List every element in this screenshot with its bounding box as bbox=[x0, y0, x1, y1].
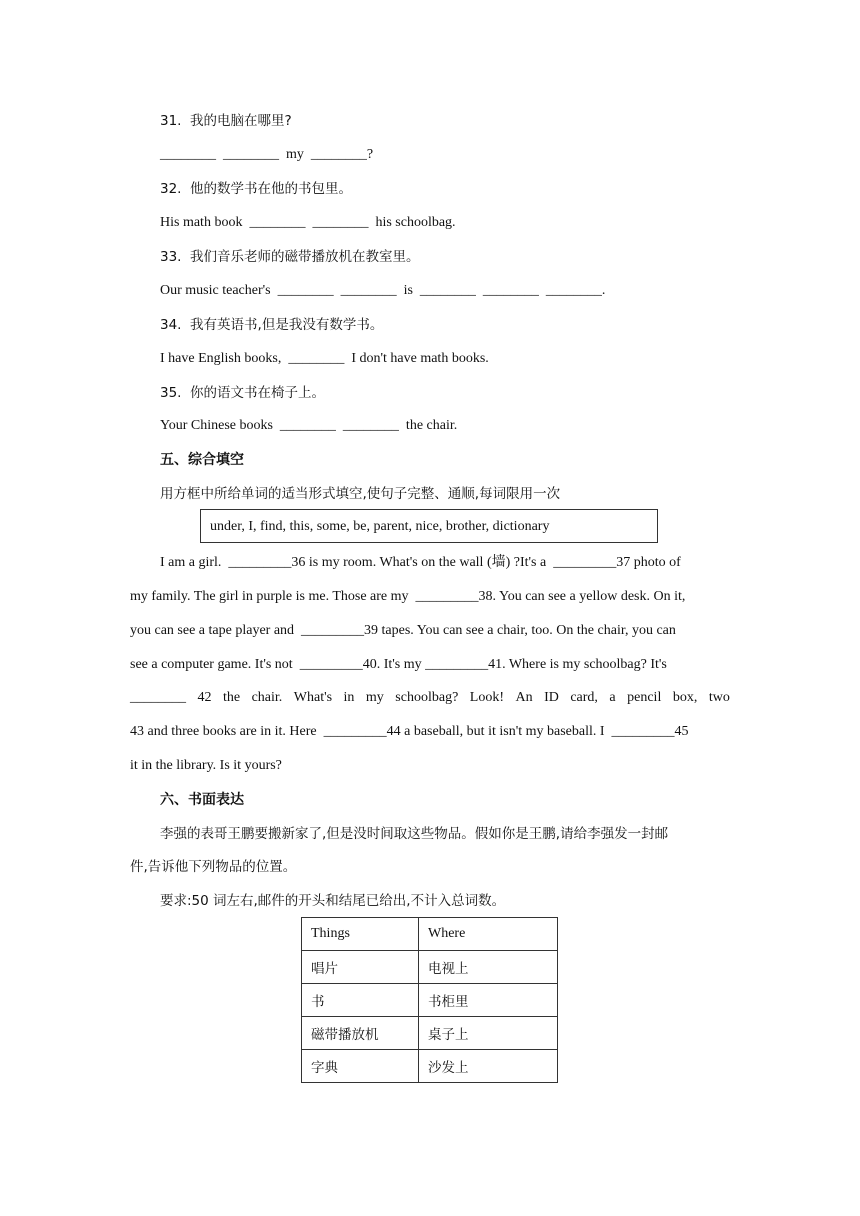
question-34-prompt: 34. 我有英语书,但是我没有数学书。 bbox=[160, 317, 384, 333]
passage-word: Look! bbox=[469, 690, 504, 705]
passage-word: box, bbox=[672, 690, 698, 705]
passage-line-7: it in the library. Is it yours? bbox=[130, 758, 282, 773]
passage-word: the bbox=[222, 690, 241, 705]
table-cell-thing: 唱片 bbox=[302, 951, 419, 984]
passage-word: in bbox=[343, 690, 355, 705]
question-31-prompt: 31. 我的电脑在哪里? bbox=[160, 113, 292, 129]
passage-word: a bbox=[609, 690, 616, 705]
table-cell-thing: 字典 bbox=[302, 1050, 419, 1083]
section-6-paragraph-1: 李强的表哥王鹏要搬新家了,但是没时间取这些物品。假如你是王鹏,请给李强发一封邮 bbox=[160, 826, 669, 842]
section-5-heading: 五、综合填空 bbox=[160, 452, 244, 468]
table-row bbox=[302, 1050, 558, 1083]
table-header-row bbox=[302, 918, 558, 951]
question-32-answer-line: His math book ________ ________ his schoolbag. bbox=[160, 215, 456, 230]
passage-word: card, bbox=[570, 690, 598, 705]
table-cell-where: 书柜里 bbox=[419, 984, 558, 1017]
question-33-answer-line: Our music teacher's ________ ________ is ________ ________ ________. bbox=[160, 283, 606, 298]
things-location-table bbox=[301, 917, 558, 1083]
section-6-paragraph-2: 件,告诉他下列物品的位置。 bbox=[130, 859, 297, 875]
table-cell-where: 沙发上 bbox=[419, 1050, 558, 1083]
passage-line-6: 43 and three books are in it. Here _________44 a baseball, but it isn't my baseball. I _________45 bbox=[130, 724, 689, 739]
passage-word: two bbox=[708, 690, 730, 705]
question-35-prompt: 35. 你的语文书在椅子上。 bbox=[160, 385, 326, 401]
passage-word: chair. bbox=[251, 690, 283, 705]
question-35-answer-line: Your Chinese books ________ ________ the chair. bbox=[160, 418, 458, 433]
table-row bbox=[302, 1017, 558, 1050]
word-bank-text: under, I, find, this, some, be, parent, nice, brother, dictionary bbox=[210, 519, 550, 534]
table-cell-where: 电视上 bbox=[419, 951, 558, 984]
passage-word: ________ bbox=[130, 690, 186, 705]
section-6-heading: 六、书面表达 bbox=[160, 792, 244, 808]
passage-line-4: see a computer game. It's not _________40. It's my _________41. Where is my schoolbag? It's bbox=[130, 657, 667, 672]
passage-word: ID bbox=[544, 690, 559, 705]
passage-word: 42 bbox=[197, 690, 212, 705]
passage-word: my bbox=[365, 690, 384, 705]
word-bank-box bbox=[200, 509, 658, 543]
table-cell-where: 桌子上 bbox=[419, 1017, 558, 1050]
table-header-where: Where bbox=[419, 918, 558, 951]
passage-word: schoolbag? bbox=[395, 690, 459, 705]
section-5-instruction: 用方框中所给单词的适当形式填空,使句子完整、通顺,每词限用一次 bbox=[160, 486, 561, 502]
question-33-prompt: 33. 我们音乐老师的磁带播放机在教室里。 bbox=[160, 249, 420, 265]
section-6-requirement: 要求:50 词左右,邮件的开头和结尾已给出,不计入总词数。 bbox=[160, 893, 506, 909]
passage-word: pencil bbox=[627, 690, 662, 705]
passage-word: What's bbox=[293, 690, 333, 705]
passage-line-1: I am a girl. _________36 is my room. What's on the wall (墙) ?It's a _________37 photo of bbox=[160, 555, 681, 570]
passage-line-2: my family. The girl in purple is me. Those are my _________38. You can see a yellow desk. On it, bbox=[130, 589, 686, 604]
table-cell-thing: 书 bbox=[302, 984, 419, 1017]
passage-word: An bbox=[515, 690, 533, 705]
table-row bbox=[302, 984, 558, 1017]
question-32-prompt: 32. 他的数学书在他的书包里。 bbox=[160, 181, 353, 197]
table-row bbox=[302, 951, 558, 984]
table-header-things: Things bbox=[302, 918, 419, 951]
question-31-answer-line: ________ ________ my ________? bbox=[160, 147, 374, 162]
passage-line-3: you can see a tape player and _________39 tapes. You can see a chair, too. On the chair, you can bbox=[130, 623, 676, 638]
passage-line-5 bbox=[130, 688, 730, 708]
question-34-answer-line: I have English books, ________ I don't have math books. bbox=[160, 351, 489, 366]
table-cell-thing: 磁带播放机 bbox=[302, 1017, 419, 1050]
